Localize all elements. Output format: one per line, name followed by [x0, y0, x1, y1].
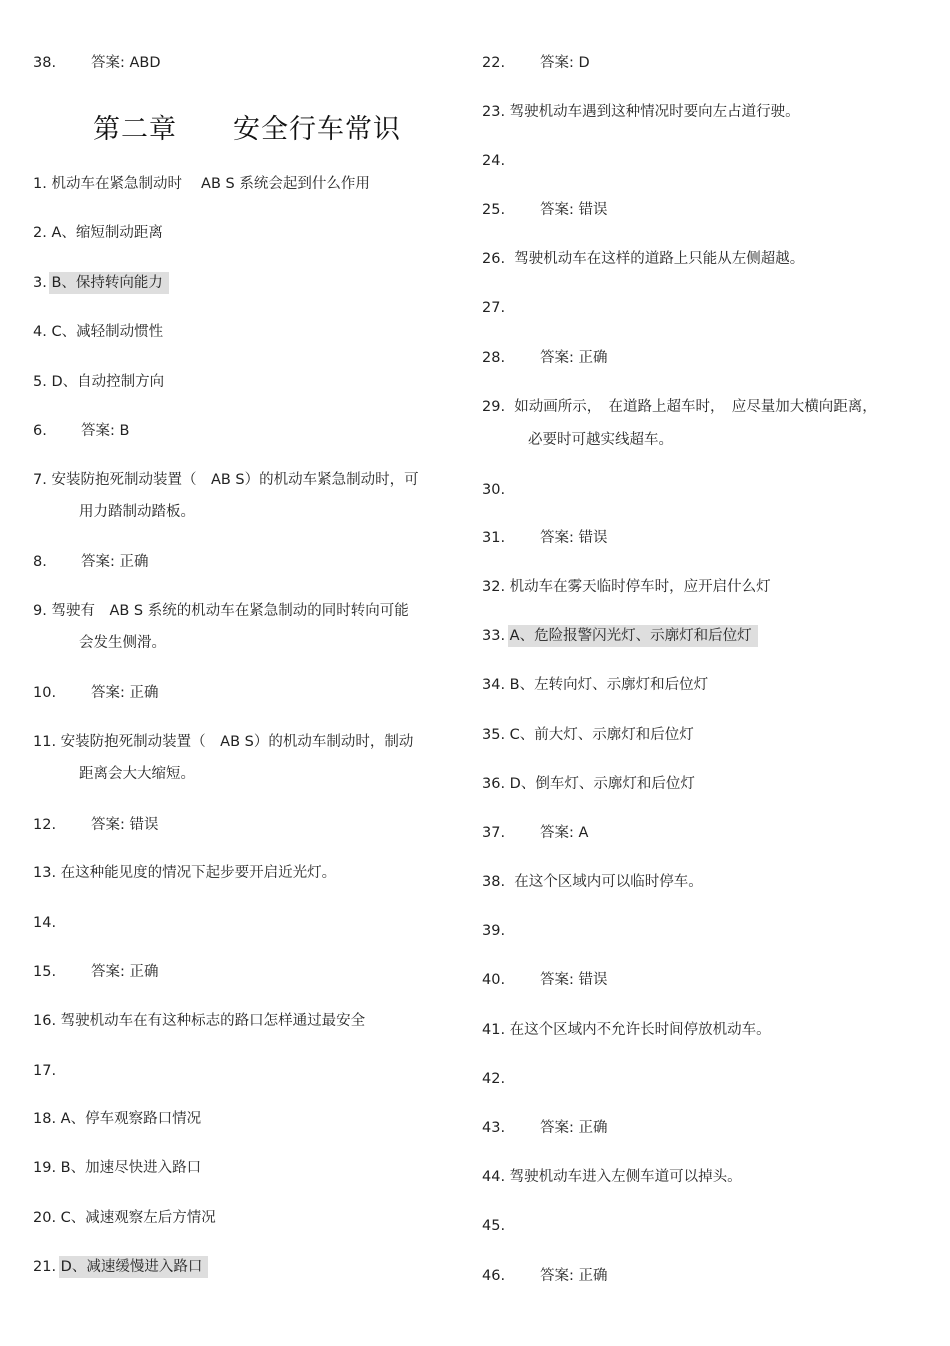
answer-8: 8. 答案: 正确 [33, 554, 149, 570]
question-7: 7. 安装防抱死制动装置（ AB S）的机动车紧急制动时，可 [33, 472, 419, 488]
option-36: 36. D、倒车灯、示廓灯和后位灯 [482, 776, 695, 792]
answer-46: 46. 答案: 正确 [482, 1268, 608, 1284]
option-35: 35. C、前大灯、示廓灯和后位灯 [482, 727, 694, 743]
option-18: 18. A、停车观察路口情况 [33, 1111, 202, 1127]
question-38: 38. 在这个区域内可以临时停车。 [482, 874, 703, 890]
item-24: 24. [482, 153, 506, 169]
answer-40: 40. 答案: 错误 [482, 972, 608, 988]
answer-25: 25. 答案: 错误 [482, 202, 608, 218]
option-4: 4. C、减轻制动惯性 [33, 324, 164, 340]
answer-31: 31. 答案: 错误 [482, 530, 608, 546]
item-45: 45. [482, 1218, 506, 1234]
item-27: 27. [482, 300, 506, 316]
option-3-highlighted: 3. B、保持转向能力 [33, 274, 169, 292]
question-44: 44. 驾驶机动车进入左侧车道可以掉头。 [482, 1169, 742, 1185]
question-16: 16. 驾驶机动车在有这种标志的路口怎样通过最安全 [33, 1013, 366, 1029]
option-5: 5. D、自动控制方向 [33, 374, 165, 390]
answer-28: 28. 答案: 正确 [482, 350, 608, 366]
answer-10: 10. 答案: 正确 [33, 685, 159, 701]
answer-37: 37. 答案: A [482, 825, 589, 841]
item-42: 42. [482, 1071, 506, 1087]
question-13: 13. 在这种能见度的情况下起步要开启近光灯。 [33, 865, 337, 881]
question-29-continuation: 必要时可越实线超车。 [528, 432, 673, 448]
question-1: 1. 机动车在紧急制动时 AB S 系统会起到什么作用 [33, 176, 370, 192]
item-30: 30. [482, 482, 506, 498]
item-39: 39. [482, 923, 506, 939]
option-34: 34. B、左转向灯、示廓灯和后位灯 [482, 677, 709, 693]
answer-15: 15. 答案: 正确 [33, 964, 159, 980]
option-21-highlighted: 21. D、减速缓慢进入路口 [33, 1258, 208, 1276]
chapter-title: 第二章 安全行车常识 [93, 114, 401, 145]
question-23: 23. 驾驶机动车遇到这种情况时要向左占道行驶。 [482, 104, 800, 120]
answer-6: 6. 答案: B [33, 423, 130, 439]
question-9: 9. 驾驶有 AB S 系统的机动车在紧急制动的同时转向可能 [33, 603, 409, 619]
question-26: 26. 驾驶机动车在这样的道路上只能从左侧超越。 [482, 251, 805, 267]
question-7-continuation: 用力踏制动踏板。 [79, 504, 195, 520]
answer-12: 12. 答案: 错误 [33, 817, 159, 833]
option-2: 2. A、缩短制动距离 [33, 225, 163, 241]
item-17: 17. [33, 1063, 57, 1079]
question-32: 32. 机动车在雾天临时停车时，应开启什么灯 [482, 579, 771, 595]
answer-22: 22. 答案: D [482, 55, 590, 71]
item-38-answer: 38. 答案: ABD [33, 55, 161, 71]
option-19: 19. B、加速尽快进入路口 [33, 1160, 202, 1176]
question-29: 29. 如动画所示， 在道路上超车时， 应尽量加大横向距离， [482, 399, 877, 415]
question-9-continuation: 会发生侧滑。 [79, 635, 166, 651]
question-11-continuation: 距离会大大缩短。 [79, 766, 195, 782]
option-33-highlighted: 33. A、危险报警闪光灯、示廓灯和后位灯 [482, 627, 758, 645]
item-14: 14. [33, 915, 57, 931]
question-41: 41. 在这个区域内不允许长时间停放机动车。 [482, 1022, 771, 1038]
answer-43: 43. 答案: 正确 [482, 1120, 608, 1136]
option-20: 20. C、减速观察左后方情况 [33, 1210, 216, 1226]
question-11: 11. 安装防抱死制动装置（ AB S）的机动车制动时，制动 [33, 734, 414, 750]
